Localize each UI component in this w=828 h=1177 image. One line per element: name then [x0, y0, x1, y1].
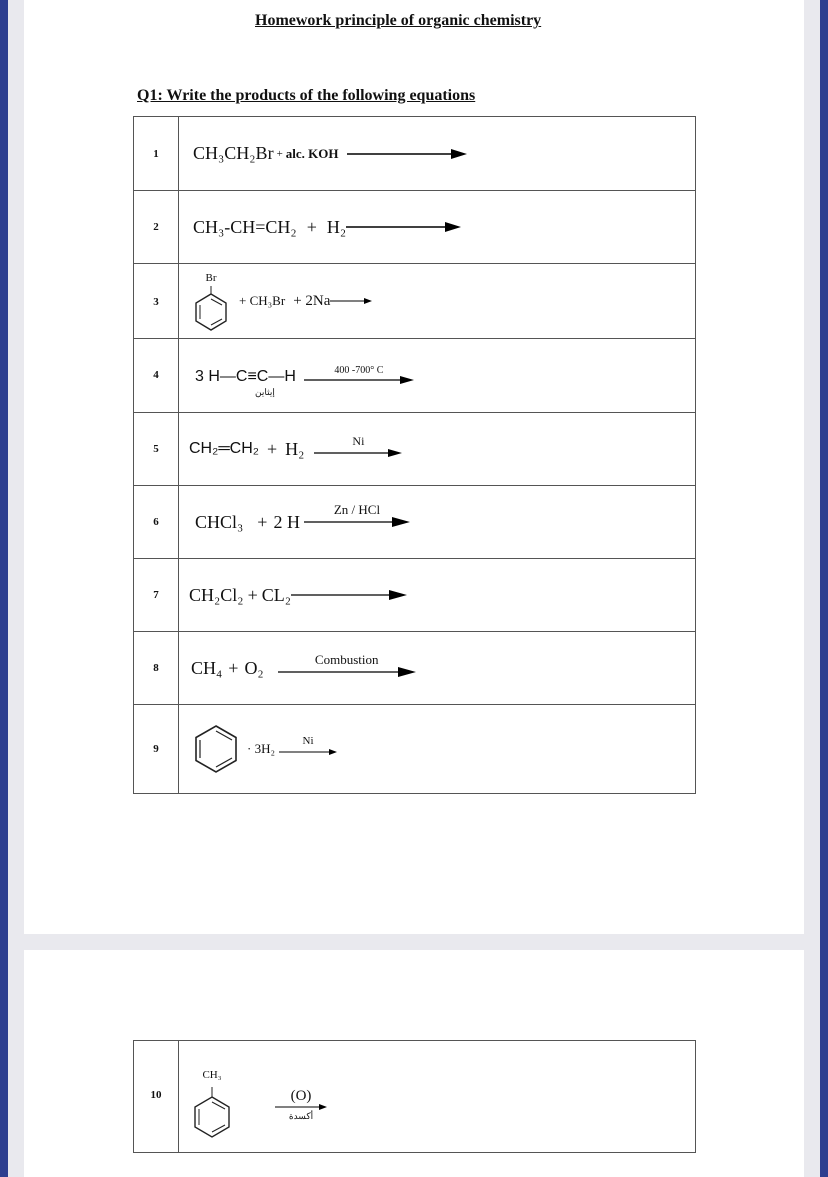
benzene-ring	[191, 272, 231, 332]
table-row	[134, 191, 696, 264]
arrow-icon	[346, 221, 461, 233]
reagent: H₂	[285, 438, 305, 459]
reactant: CH₃-CH=CH₂	[193, 216, 297, 237]
reaction-cell	[179, 413, 696, 486]
reagent: alc. KOH	[285, 145, 339, 161]
plus-sign: +	[266, 438, 278, 459]
reagent: O₂	[244, 657, 264, 678]
arabic-label: أكسدة	[288, 1110, 314, 1121]
reaction-cell	[179, 486, 696, 559]
table-row	[134, 705, 696, 794]
plus-sign: +	[247, 584, 258, 605]
row-number: 5	[134, 413, 179, 486]
reactant: CH₄	[191, 657, 223, 678]
reagent: CL₂	[261, 584, 291, 605]
reaction-cell	[179, 264, 696, 339]
table-row	[134, 339, 696, 413]
benzene-icon	[189, 722, 243, 776]
reaction-cell	[179, 705, 696, 794]
arrow-icon	[279, 747, 337, 757]
substituent-label: CH₃	[202, 1068, 222, 1081]
table-row	[134, 632, 696, 705]
reagent: · 3H₂	[247, 741, 275, 756]
equations-table	[133, 116, 696, 794]
reaction-cell	[179, 559, 696, 632]
reaction-condition: Ni	[302, 735, 314, 747]
table-row	[134, 264, 696, 339]
reaction-condition: Combustion	[314, 652, 379, 667]
reaction-arrow	[314, 434, 402, 459]
row-number: 9	[134, 705, 179, 794]
plus-sign: +	[228, 657, 239, 678]
reaction-condition: Zn / HCl	[333, 502, 381, 517]
arrow-icon	[330, 296, 372, 306]
row-number: 10	[134, 1041, 179, 1153]
reaction-arrow	[304, 502, 410, 528]
reagent: 2 H	[273, 511, 300, 532]
equations-table-continued	[133, 1040, 696, 1153]
benzene-icon	[191, 276, 231, 332]
row-number: 3	[134, 264, 179, 339]
document-title: Homework principle of organic chemistry	[255, 12, 542, 29]
reaction-arrow	[347, 148, 467, 160]
reactant: CH₃CH₂Br	[193, 143, 274, 163]
reagent: H₂	[326, 216, 347, 237]
right-edge	[820, 0, 828, 1177]
arrow-icon	[347, 148, 467, 160]
row-number: 7	[134, 559, 179, 632]
table-row	[134, 413, 696, 486]
reaction-arrow	[330, 296, 372, 306]
table-row	[134, 559, 696, 632]
reaction-arrow	[346, 221, 461, 233]
plus-sign: +	[257, 511, 268, 532]
table-row	[134, 117, 696, 191]
left-edge	[0, 0, 8, 1177]
reactant: 3 H—C≡C—H	[195, 368, 296, 385]
benzene-ring	[189, 722, 243, 776]
reaction-condition: 400 -700° C	[334, 364, 384, 376]
table-row	[134, 1041, 696, 1153]
reaction-condition: Ni	[352, 434, 365, 448]
plus-sign: +	[276, 147, 283, 160]
reaction-cell	[179, 117, 696, 191]
row-number: 4	[134, 339, 179, 413]
question-title: Q1: Write the products of the following equations	[137, 87, 476, 104]
row-number: 6	[134, 486, 179, 559]
reaction-cell	[179, 1041, 696, 1153]
benzene-ring	[189, 1061, 235, 1143]
arabic-label: إيثاين	[255, 387, 275, 397]
reactant: CH₂═CH₂	[189, 440, 259, 457]
reaction-cell	[179, 191, 696, 264]
reagent: + CH₃Br	[239, 293, 286, 308]
reaction-arrow	[275, 1087, 327, 1121]
row-number: 1	[134, 117, 179, 191]
row-number: 2	[134, 191, 179, 264]
substituent-label: Br	[205, 272, 217, 284]
reaction-arrow	[279, 735, 337, 757]
reagent: + 2Na	[293, 292, 331, 309]
arrow-icon	[291, 589, 407, 601]
reaction-condition: (O)	[290, 1087, 312, 1104]
reactant: CHCl₃	[195, 511, 244, 532]
reaction-arrow	[278, 652, 416, 678]
table-row	[134, 486, 696, 559]
plus-sign: +	[306, 216, 317, 237]
reaction-cell	[179, 339, 696, 413]
reactant: CH₂Cl₂	[189, 584, 244, 605]
reaction-arrow	[291, 589, 407, 601]
reaction-cell	[179, 632, 696, 705]
row-number: 8	[134, 632, 179, 705]
reaction-arrow	[304, 364, 414, 386]
